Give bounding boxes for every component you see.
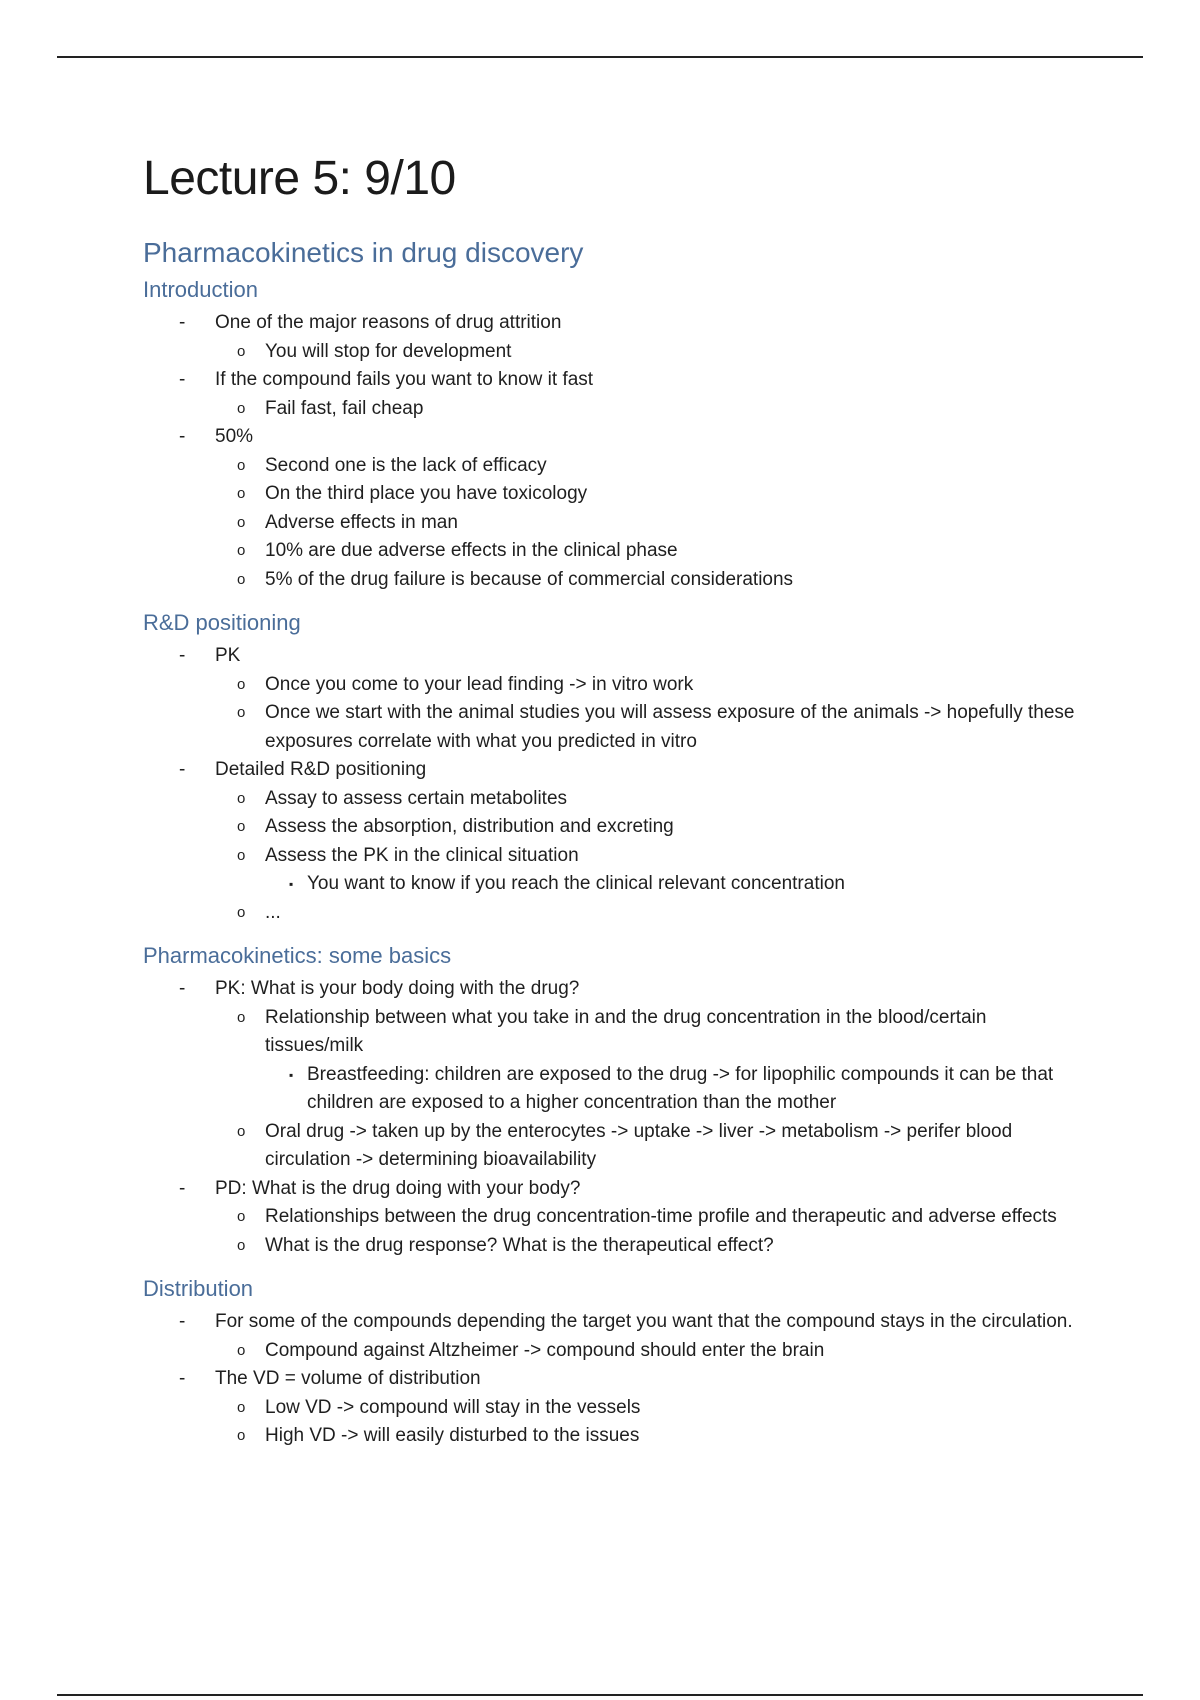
list-item: o Second one is the lack of efficacy bbox=[237, 454, 547, 476]
list-item: - Detailed R&D positioning o Assay to assess certain metabolites o Assess the absorption, distribution and excreting o Assess the PK in the clinical situation ▪ You want to know if you reach the clinical relevant concentration o ... bbox=[143, 756, 1083, 927]
heading-distribution: Distribution bbox=[143, 1276, 254, 1301]
list-item: o Once we start with the animal studies you will assess exposure of the animals -> hopefully these exposures correlate with what you predicted in vitro bbox=[237, 702, 1075, 752]
list-item: o Once you come to your lead finding -> in vitro work bbox=[237, 673, 694, 695]
list-item: o Fail fast, fail cheap bbox=[237, 397, 424, 419]
heading-pk-basics: Pharmacokinetics: some basics bbox=[143, 943, 452, 968]
list-item: - PD: What is the drug doing with your body? o Relationships between the drug concentration-time profile and therapeutic and adverse effects o What is the drug response? What is the therapeutical effect? bbox=[143, 1175, 1083, 1261]
page-title: Lecture 5: 9/10 bbox=[143, 152, 456, 205]
list-item: - 50% o Second one is the lack of efficacy o On the third place you have toxicology o Adverse effects in man o 10% are due adverse effects in the clinical phase o 5% of the drug failure is because of commercial considerations bbox=[143, 423, 1083, 594]
list-item: o On the third place you have toxicology bbox=[237, 483, 588, 504]
list-item: o Assay to assess certain metabolites bbox=[237, 787, 568, 809]
rd-positioning-list bbox=[143, 642, 1083, 927]
list-item: o Oral drug -> taken up by the enterocytes -> uptake -> liver -> metabolism -> perifer blood circulation -> determining bioavailability bbox=[237, 1120, 1013, 1170]
list-item: ▪ You want to know if you reach the clinical relevant concentration bbox=[289, 873, 845, 894]
section-title: Pharmacokinetics in drug discovery bbox=[143, 237, 584, 268]
list-item: - PK o Once you come to your lead finding -> in vitro work o Once we start with the animal studies you will assess exposure of the animals -> hopefully these exposures correlate with what you predicted in vitro bbox=[143, 642, 1083, 756]
introduction-list bbox=[143, 309, 1083, 594]
list-item: o Compound against Altzheimer -> compound should enter the brain bbox=[237, 1339, 825, 1361]
list-item: - PK: What is your body doing with the drug? o Relationship between what you take in and the drug concentration in the blood/certain tissues/milk ▪ Breastfeeding: children are exposed to the drug -> for lipophilic compounds it can be that children are exposed to a higher concentration than the mother o Oral drug -> taken up by the enterocytes -> uptake -> liver -> metabolism -> perifer blood circulation -> determining bioavailability bbox=[143, 975, 1083, 1175]
list-item: - If the compound fails you want to know it fast o Fail fast, fail cheap bbox=[143, 366, 1083, 423]
list-item: o Relationship between what you take in and the drug concentration in the blood/certain tissues/milk ▪ Breastfeeding: children are exposed to the drug -> for lipophilic compounds it can be that children are exposed to a higher concentration than the mother bbox=[215, 1004, 1083, 1118]
list-item: o Relationships between the drug concentration-time profile and therapeutic and adverse effects bbox=[237, 1206, 1057, 1227]
header-rule bbox=[57, 56, 1143, 58]
pk-basics-list bbox=[143, 975, 1083, 1260]
list-item: o High VD -> will easily disturbed to the issues bbox=[237, 1425, 640, 1446]
list-item: o 10% are due adverse effects in the clinical phase bbox=[237, 540, 678, 561]
list-item: o You will stop for development bbox=[237, 340, 512, 362]
list-item: - For some of the compounds depending the target you want that the compound stays in the circulation. o Compound against Altzheimer -> compound should enter the brain bbox=[143, 1308, 1083, 1365]
list-item: o ... bbox=[237, 901, 281, 923]
list-item: o Adverse effects in man bbox=[237, 511, 458, 533]
list-item: ▪ Breastfeeding: children are exposed to the drug -> for lipophilic compounds it can be that children are exposed to a higher concentration than the mother bbox=[289, 1063, 1054, 1113]
document-body bbox=[143, 145, 1083, 1451]
list-item: o Low VD -> compound will stay in the vessels bbox=[237, 1396, 641, 1418]
footer-rule bbox=[57, 1694, 1143, 1696]
list-item: o Assess the PK in the clinical situation ▪ You want to know if you reach the clinical relevant concentration bbox=[215, 842, 1083, 899]
heading-introduction: Introduction bbox=[143, 277, 258, 302]
distribution-list bbox=[143, 1308, 1083, 1451]
list-item: o What is the drug response? What is the therapeutical effect? bbox=[237, 1234, 774, 1256]
list-item: - One of the major reasons of drug attrition o You will stop for development bbox=[143, 309, 1083, 366]
list-item: o 5% of the drug failure is because of commercial considerations bbox=[237, 568, 794, 590]
list-item: - The VD = volume of distribution o Low VD -> compound will stay in the vessels o High VD -> will easily disturbed to the issues bbox=[143, 1365, 1083, 1451]
heading-rd-positioning: R&D positioning bbox=[143, 610, 301, 635]
list-item: o Assess the absorption, distribution and excreting bbox=[237, 816, 674, 837]
